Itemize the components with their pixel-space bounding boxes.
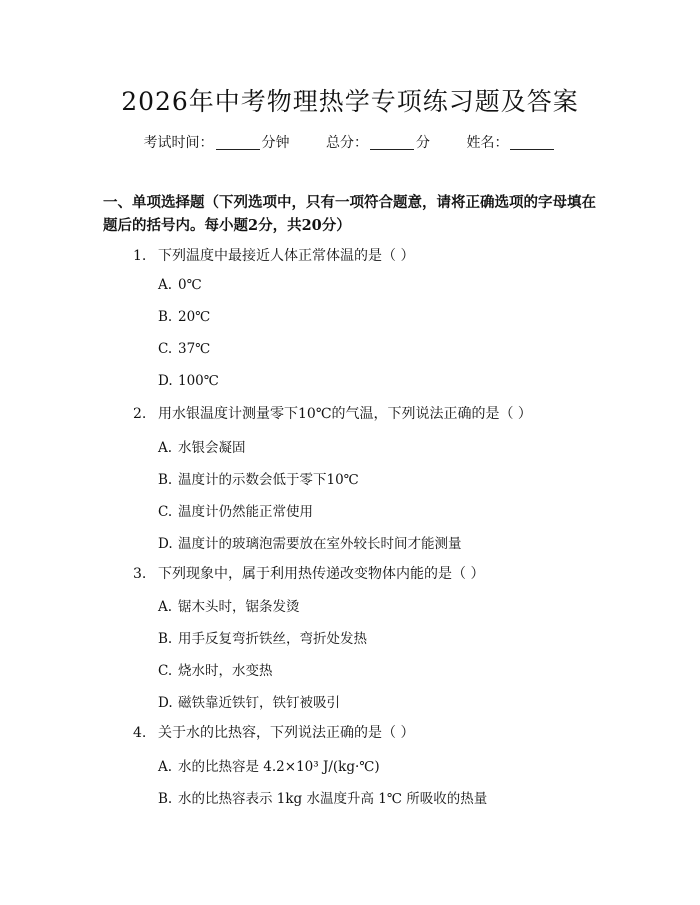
question-stem: 下列现象中，属于利用热传递改变物体内能的是（ ） xyxy=(158,566,485,582)
student-name-field xyxy=(466,132,556,152)
option-text: 温度计的示数会低于零下10℃ xyxy=(178,472,359,488)
option-text: 水银会凝固 xyxy=(178,440,246,456)
option-text: 0℃ xyxy=(178,277,202,293)
page-title: 2026年中考物理热学专项练习题及答案 xyxy=(121,87,579,116)
option-text: 温度计仍然能正常使用 xyxy=(178,504,313,520)
option-letter: B. xyxy=(158,309,173,325)
question-1 xyxy=(133,245,414,265)
option-text: 水的比热容表示 1kg 水温度升高 1℃ 所吸收的热量 xyxy=(178,791,488,807)
question-3 xyxy=(133,563,484,583)
option-letter: B. xyxy=(158,472,173,488)
student-name-label: 姓名： xyxy=(466,135,509,151)
question-4-option-a xyxy=(158,755,380,775)
option-text: 用手反复弯折铁丝，弯折处发热 xyxy=(178,631,367,647)
option-text: 37℃ xyxy=(178,341,211,357)
question-1-option-c xyxy=(158,341,210,357)
exam-time-label: 考试时间： xyxy=(143,135,214,151)
question-stem: 用水银温度计测量零下10℃的气温，下列说法正确的是（ ） xyxy=(158,406,532,422)
question-2-option-d xyxy=(158,532,462,552)
option-text: 温度计的玻璃泡需要放在室外较长时间才能测量 xyxy=(178,536,462,552)
question-stem: 关于水的比热容，下列说法正确的是（ ） xyxy=(158,725,415,741)
option-letter: C. xyxy=(158,504,173,520)
option-letter: A. xyxy=(158,440,173,456)
question-number: 3. xyxy=(133,566,147,582)
option-letter: A. xyxy=(158,277,173,293)
exam-time-field xyxy=(144,132,290,152)
question-number: 1. xyxy=(133,248,147,264)
question-2 xyxy=(133,403,532,423)
total-score-blank xyxy=(370,135,414,150)
question-4-option-b xyxy=(158,787,487,807)
question-2-option-a xyxy=(158,436,246,456)
total-score-label: 总分： xyxy=(326,135,368,151)
option-text: 锯木头时，锯条发烫 xyxy=(178,599,300,615)
option-text: 20℃ xyxy=(178,309,211,325)
question-3-option-c xyxy=(158,659,273,679)
option-letter: D. xyxy=(158,536,173,552)
question-number: 4. xyxy=(133,725,147,741)
option-letter: C. xyxy=(158,663,173,679)
student-name-blank xyxy=(510,135,554,150)
question-1-option-b xyxy=(158,309,210,325)
option-letter: B. xyxy=(158,791,173,807)
option-text: 100℃ xyxy=(178,373,219,389)
exam-info xyxy=(0,132,700,152)
exam-time-unit: 分钟 xyxy=(261,135,290,151)
option-text: 水的比热容是 4.2×10³ J/(kg·℃) xyxy=(178,759,380,775)
question-2-option-b xyxy=(158,468,359,488)
exam-time-blank xyxy=(216,135,260,150)
section-heading: 一、单项选择题（下列选项中，只有一项符合题意，请将正确选项的字母填在题后的括号内。每小题2分，共20分） xyxy=(103,194,596,234)
question-stem: 下列温度中最接近人体正常体温的是（ ） xyxy=(158,248,415,264)
option-letter: D. xyxy=(158,373,173,389)
option-letter: B. xyxy=(158,631,173,647)
option-text: 烧水时，水变热 xyxy=(178,663,273,679)
question-3-option-d xyxy=(158,691,340,711)
question-3-option-b xyxy=(158,627,367,647)
option-letter: D. xyxy=(158,695,173,711)
question-3-option-a xyxy=(158,595,300,615)
option-letter: C. xyxy=(158,341,173,357)
option-letter: A. xyxy=(158,759,173,775)
option-text: 磁铁靠近铁钉，铁钉被吸引 xyxy=(178,695,340,711)
question-2-option-c xyxy=(158,500,313,520)
question-number: 2. xyxy=(133,406,147,422)
question-1-option-d xyxy=(158,373,219,389)
total-score-field xyxy=(326,132,430,152)
total-score-unit: 分 xyxy=(416,135,430,151)
question-1-option-a xyxy=(158,277,202,293)
question-4 xyxy=(133,722,414,742)
option-letter: A. xyxy=(158,599,173,615)
